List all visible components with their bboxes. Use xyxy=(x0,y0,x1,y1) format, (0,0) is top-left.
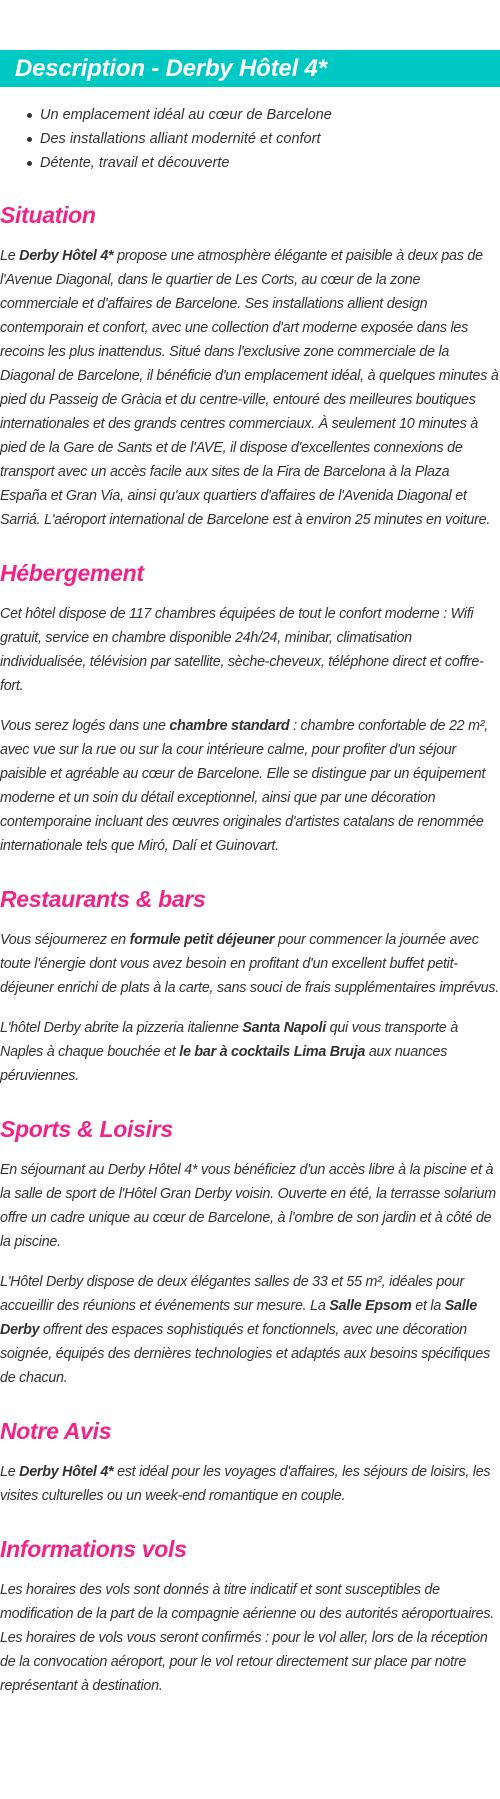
description-content xyxy=(0,200,500,1698)
section-title-hebergement: Hébergement xyxy=(0,560,144,586)
hebergement-paragraph-2: Vous serez logés dans une chambre standard : chambre confortable de 22 m², avec vue sur la rue ou sur la cour intérieure calme, pour profiter d'un séjour paisible et agréable au cœur de Barcelone. Elle se distingue par un équipement moderne et un soin du détail exceptionnel, ainsi que par une décoration contemporaine incluant des œuvres originales d'artistes catalans de renommée internationale tels que Miró, Dalí et Guinovart. xyxy=(0,718,488,854)
section-title-situation: Situation xyxy=(0,202,96,228)
sports-paragraph-2: L'Hôtel Derby dispose de deux élégantes salles de 33 et 55 m², idéales pour accueillir des réunions et événements sur mesure. La Salle Epsom et la Salle Derby offrent des espaces sophistiqués et fonctionnels, avec une décoration soignée, équipés des dernières technologies et adaptés aux besoins spécifiques de chacun. xyxy=(0,1274,490,1386)
vols-paragraph-2: Les horaires de vols vous seront confirmés : pour le vol aller, lors de la réception de la convocation aéroport, pour le vol retour directement sur place par notre représentant à destination. xyxy=(0,1630,488,1694)
pizzeria-name: Santa Napoli xyxy=(242,1020,326,1036)
section-title-avis: Notre Avis xyxy=(0,1418,112,1444)
room-type: chambre standard xyxy=(169,718,290,734)
meal-plan: formule petit déjeuner xyxy=(129,932,275,948)
bar-name: le bar à cocktails Lima Bruja xyxy=(179,1044,366,1060)
list-item: Un emplacement idéal au cœur de Barcelone xyxy=(40,103,332,127)
list-item: Détente, travail et découverte xyxy=(40,151,332,175)
situation-paragraph: Le Derby Hôtel 4* propose une atmosphère élégante et paisible à deux pas de l'Avenue Diagonal, dans le quartier de Les Corts, au cœur de la zone commerciale et d'affaires de Barcelone. Ses installations allient design contemporain et confort, avec une collection d'art moderne exposée dans les recoins les plus inattendus. Situé dans l'exclusive zone commerciale de la Diagonal de Barcelone, il bénéficie d'un emplacement idéal, à quelques minutes à pied du Passeig de Gràcia et du centre-ville, entouré des meilleures boutiques internationales et des grands centres commerciaux. À seulement 10 minutes à pied de la Gare de Sants et de l'AVE, il dispose d'excellentes connexions de transport avec un accès facile aux sites de la Fira de Barcelona à la Plaza España et Gran Via, ainsi qu'aux quartiers d'affaires de l'Avenida Diagonal et Sarriá. L'aéroport international de Barcelone est à environ 25 minutes en voiture. xyxy=(0,248,499,528)
restaurants-paragraph-2: L'hôtel Derby abrite la pizzeria italienne Santa Napoli qui vous transporte à Naples à chaque bouchée et le bar à cocktails Lima Bruja aux nuances péruviennes. xyxy=(0,1020,458,1084)
page-title: Description - Derby Hôtel 4* xyxy=(0,50,500,87)
section-title-sports: Sports & Loisirs xyxy=(0,1116,173,1142)
hebergement-paragraph-1: Cet hôtel dispose de 117 chambres équipées de tout le confort moderne : Wifi gratuit, service en chambre disponible 24h/24, minibar, climatisation individualisée, télévision par satellite, sèche-cheveux, téléphone direct et coffre-fort. xyxy=(0,606,484,694)
avis-paragraph: Le Derby Hôtel 4* est idéal pour les voyages d'affaires, les séjours de loisirs, les visites culturelles ou un week-end romantique en couple. xyxy=(0,1464,491,1504)
hotel-name: Derby Hôtel 4* xyxy=(19,248,114,264)
room-name-derby: Salle Derby xyxy=(0,1298,477,1338)
section-title-restaurants: Restaurants & bars xyxy=(0,886,206,912)
hotel-name: Derby Hôtel 4* xyxy=(19,1464,114,1480)
list-item: Des installations alliant modernité et confort xyxy=(40,127,332,151)
highlights-list xyxy=(0,103,332,175)
sports-paragraph-1: En séjournant au Derby Hôtel 4* vous bénéficiez d'un accès libre à la piscine et à la salle de sport de l'Hôtel Gran Derby voisin. Ouverte en été, la terrasse solarium offre un cadre unique au cœur de Barcelone, à l'ombre de son jardin et à côté de la piscine. xyxy=(0,1162,496,1250)
restaurants-paragraph-1: Vous séjournerez en formule petit déjeuner pour commencer la journée avec toute l'énergie dont vous avez besoin en profitant d'un excellent buffet petit-déjeuner enrichi de plats à la carte, sans souci de frais supplémentaires imprévus. xyxy=(0,932,499,996)
section-title-vols: Informations vols xyxy=(0,1536,187,1562)
vols-paragraph-1: Les horaires des vols sont donnés à titre indicatif et sont susceptibles de modification de la part de la compagnie aérienne ou des autorités aéroportuaires. xyxy=(0,1582,494,1622)
room-name-epsom: Salle Epsom xyxy=(329,1298,412,1314)
